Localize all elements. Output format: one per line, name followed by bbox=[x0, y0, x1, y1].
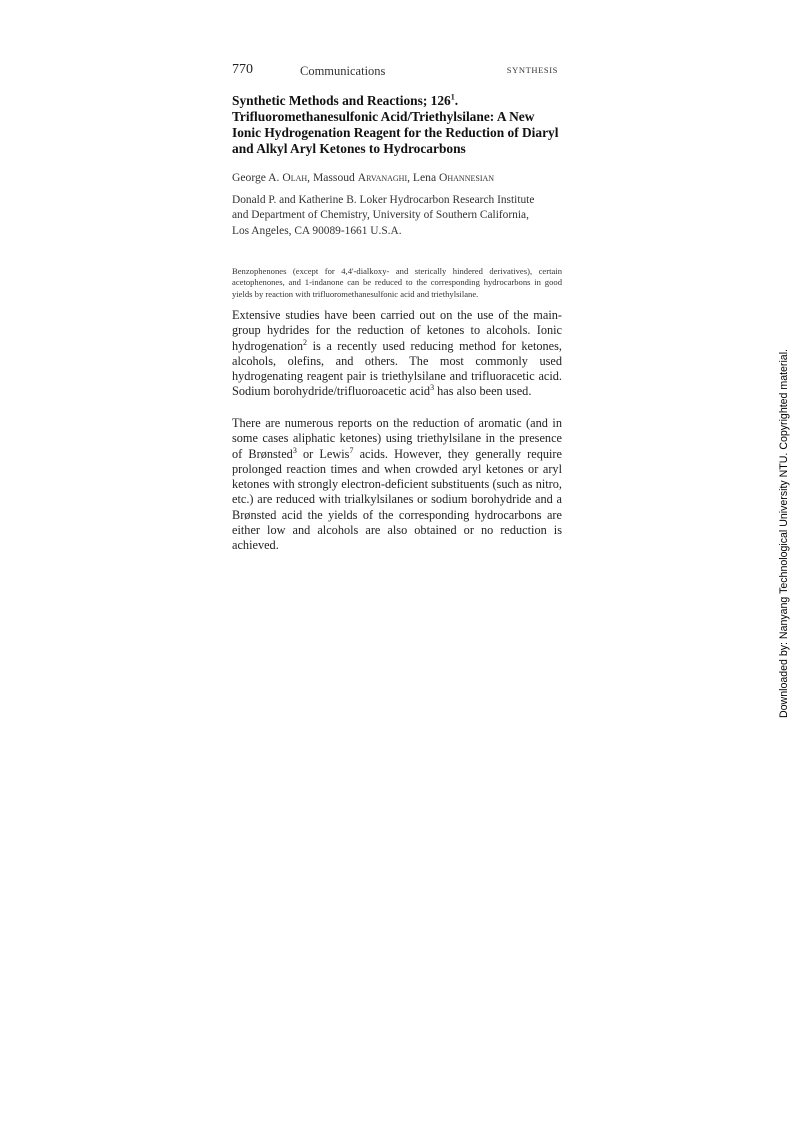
author-separator: , Lena bbox=[407, 171, 439, 184]
body-paragraph bbox=[232, 416, 562, 554]
affiliation-line: Donald P. and Katherine B. Loker Hydrocarbon Research Institute bbox=[232, 194, 535, 206]
title-rest: . Trifluoromethanesulfonic Acid/Triethylsilane: A New Ionic Hydrogenation Reagent for the Reduction of Diaryl and Alkyl Aryl Ketones to Hydrocarbons bbox=[232, 93, 559, 156]
page-number: 770 bbox=[232, 62, 253, 77]
author-surname: Ohannesian bbox=[439, 171, 495, 184]
section-label: Communications bbox=[300, 64, 386, 78]
affiliation bbox=[232, 193, 562, 239]
paragraph-text: or Lewis bbox=[296, 446, 350, 461]
reference-number: 7 bbox=[349, 445, 354, 455]
paragraph-text: acids. However, they generally require prolonged reaction times and when crowded aryl ketones or aryl ketones with strongly electron-deficient substituents (such as nitro, etc.) are reduced with trialkylsilanes or sodium borohydride and a Brønsted acid the yields of the corresponding hydrocarbons are either low and alcohols are also obtained or no reduction is achieved. bbox=[232, 446, 562, 553]
page-header bbox=[232, 62, 558, 82]
title-text: Synthetic Methods and Reactions; 126 bbox=[232, 93, 451, 108]
abstract: Benzophenones (except for 4,4'-dialkoxy- and sterically hindered derivatives), certain acetophenones, and 1-indanone can be reduced to the corresponding hydrocarbons in good yields by reaction with trifluoromethanesulfonic acid and triethylsilane. bbox=[232, 266, 562, 299]
affiliation-line: Los Angeles, CA 90089-1661 U.S.A. bbox=[232, 224, 402, 237]
reference-number: 3 bbox=[430, 383, 435, 393]
author-surname: Olah bbox=[282, 171, 308, 184]
paragraph-text: There are numerous reports on the reduction of aromatic (and in some cases aliphatic ketones) using triethylsilane in the presence of Brønsted bbox=[232, 416, 562, 461]
reference-number: 3 bbox=[292, 445, 297, 455]
reference-number: 2 bbox=[303, 337, 308, 347]
affiliation-line: and Department of Chemistry, University of Southern California, bbox=[232, 209, 529, 222]
author-first-name: George A. bbox=[232, 171, 283, 184]
author-surname: Arvanaghi bbox=[357, 171, 408, 184]
paragraph-text: has also been used. bbox=[434, 384, 532, 399]
title-reference: 1 bbox=[450, 92, 455, 102]
download-notice: Downloaded by: Nanyang Technological University NTU. Copyrighted material. bbox=[778, 348, 790, 718]
journal-name: SYNTHESIS bbox=[506, 65, 558, 75]
article-title bbox=[232, 93, 562, 157]
body-paragraph bbox=[232, 308, 562, 400]
paragraph-text: is a recently used reducing method for ketones, alcohols, olefins, and others. The most commonly used hydrogenating reagent pair is triethylsilane and trifluoracetic acid. Sodium borohydride/trifluoroacetic acid bbox=[232, 338, 562, 399]
author-separator: , Massoud bbox=[307, 171, 358, 184]
author-list bbox=[232, 171, 562, 184]
paragraph-text: Extensive studies have been carried out on the use of the main-group hydrides for the reduction of ketones to alcohols. Ionic hydrogenation bbox=[232, 308, 562, 353]
